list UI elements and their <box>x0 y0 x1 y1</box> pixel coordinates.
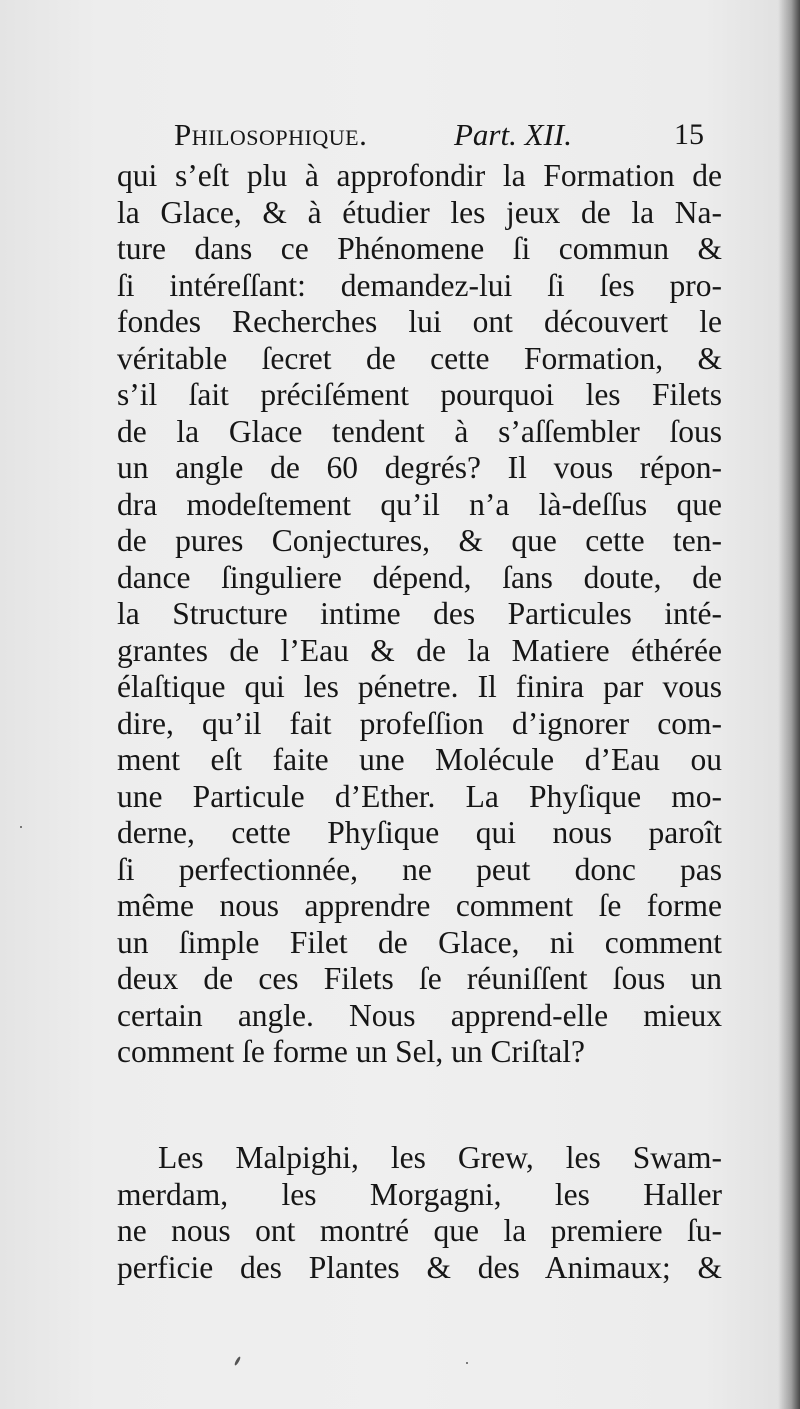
text-line: même nous apprendre comment ſe forme <box>117 888 722 923</box>
text-line: ment eſt faite une Molécule d’Eau ou <box>117 742 722 777</box>
page-number: 15 <box>674 118 704 151</box>
text-line: de pures Conjectures, & que cette ten- <box>117 523 722 558</box>
running-head <box>174 113 714 157</box>
text-line: ſi intéreſſant: demandez-lui ſi ſes pro- <box>117 267 722 303</box>
running-head-part: Part. XII. <box>454 117 572 152</box>
ink-speck <box>20 826 22 828</box>
text-line: deux de ces Filets ſe réuniſſent ſous un <box>117 961 722 996</box>
text-line: la Structure intime des Particules inté- <box>117 596 722 631</box>
text-line: la Glace, & à étudier les jeux de la Na- <box>117 194 722 230</box>
text-line: dra modeſtement qu’il n’a là-deſſus que <box>117 486 722 522</box>
text-line: derne, cette Phyſique qui nous paroît <box>117 815 722 850</box>
text-line: un angle de 60 degrés? Il vous répon- <box>117 450 722 485</box>
text-line: élaſtique qui les pénetre. Il finira par vous <box>117 669 722 704</box>
paragraph-1 <box>117 158 722 1071</box>
text-line: qui s’eſt plu à approfondir la Formation de <box>117 158 722 193</box>
text-line: ſi perfectionnée, ne peut donc pas <box>117 851 722 887</box>
ink-speck <box>234 1356 242 1366</box>
text-line: certain angle. Nous apprend-elle mieux <box>117 997 722 1033</box>
text-line: de la Glace tendent à s’aſſembler ſous <box>117 413 722 449</box>
text-line: dance ſinguliere dépend, ſans doute, de <box>117 559 722 595</box>
text-line: un ſimple Filet de Glace, ni comment <box>117 924 722 960</box>
text-line: merdam, les Morgagni, les Haller <box>117 1176 722 1212</box>
text-line: s’il ſait préciſément pourquoi les Filets <box>117 377 722 412</box>
text-line: ture dans ce Phénomene ſi commun & <box>117 231 722 266</box>
running-head-title: Philosophique. <box>174 117 368 152</box>
ink-speck <box>466 1362 468 1364</box>
text-line: ne nous ont montré que la premiere ſu- <box>117 1213 722 1248</box>
page-edge-shadow <box>778 0 800 1409</box>
text-line: véritable ſecret de cette Formation, & <box>117 340 722 376</box>
text-line: une Particule d’Ether. La Phyſique mo- <box>117 778 722 814</box>
text-line: comment ſe forme un Sel, un Criſtal? <box>117 1034 586 1069</box>
paragraph-2 <box>117 1140 722 1286</box>
text-line: grantes de l’Eau & de la Matiere éthérée <box>117 632 722 668</box>
text-line: perficie des Plantes & des Animaux; & <box>117 1249 722 1285</box>
text-line: dire, qu’il fait profeſſion d’ignorer com- <box>117 705 722 741</box>
text-line: fondes Recherches lui ont découvert le <box>117 304 722 339</box>
text-line: Les Malpighi, les Grew, les Swam- <box>158 1140 722 1175</box>
